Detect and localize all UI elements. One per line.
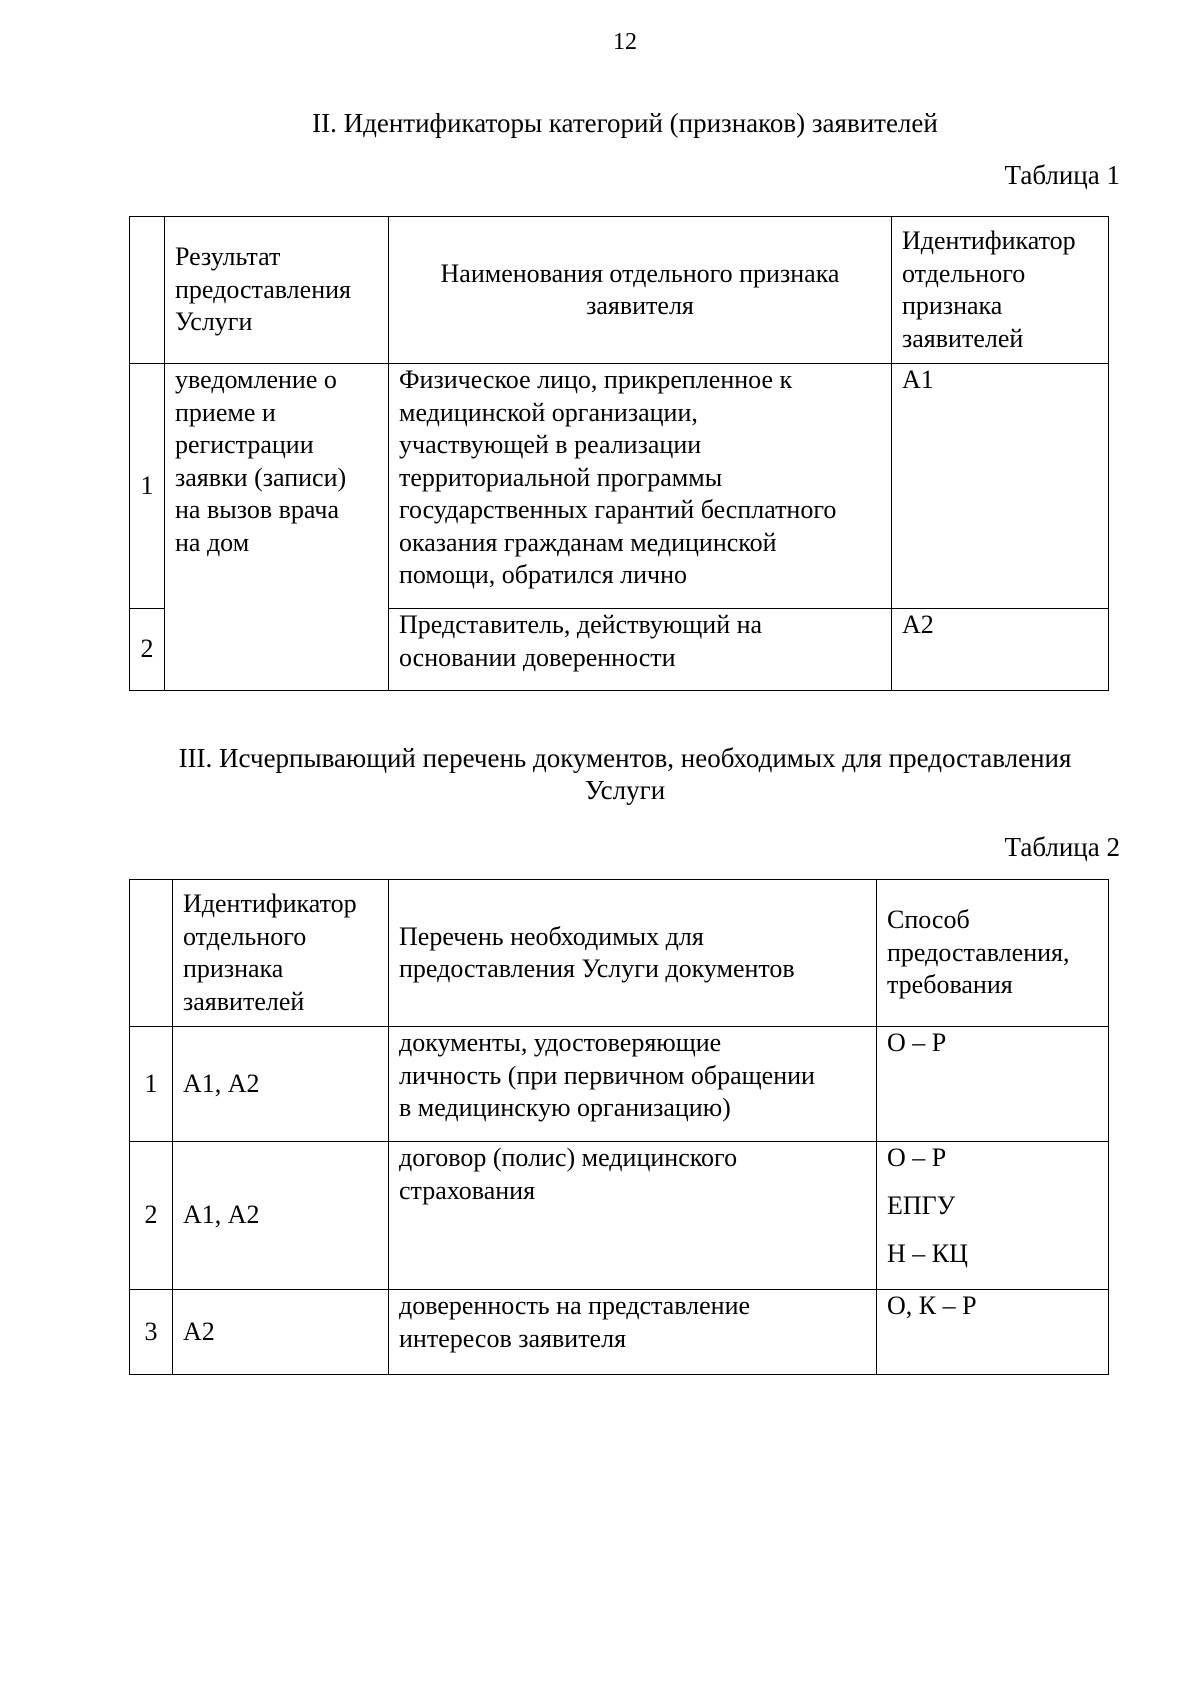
table-2-header-num [130,880,173,1027]
table-1-header-row [130,217,1109,364]
identifier-cell: А1, А2 [173,1142,389,1290]
method-line: Н – КЦ [887,1239,968,1268]
identifier-cell: А2 [173,1290,389,1375]
table-1 [129,216,1109,691]
method-line: О – Р [887,1028,947,1057]
row-number: 1 [130,1027,173,1142]
section-3-title: III. Исчерпывающий перечень документов, необходимых для предоставления Услуги [178,743,1072,805]
table-2-header-docs: Перечень необходимых для предоставления Услуги документов [389,880,877,1027]
table-1-header-id: Идентификатор отдельного признака заявителей [892,217,1109,364]
identifier-cell: А1 [892,364,1109,609]
document-cell: доверенность на представление интересов заявителя [389,1290,877,1375]
table-1-header-name: Наименования отдельного признака заявителя [389,217,892,364]
method-line: ЕПГУ [887,1191,956,1220]
section-2-title: II. Идентификаторы категорий (признаков) заявителей [312,108,938,138]
method-line: О – Р [887,1143,947,1172]
applicant-feature-cell: Физическое лицо, прикрепленное к медицинской организации, участвующей в реализации территориальной программы государственных гарантий бесплатного оказания гражданам медицинской помощи, обратился лично [389,364,892,609]
applicant-feature-cell: Представитель, действующий на основании доверенности [389,609,892,691]
identifier-cell: А2 [892,609,1109,691]
method-line: О, К – Р [887,1291,977,1320]
row-number: 1 [130,364,165,609]
method-cell [877,1290,1109,1375]
table-2 [129,879,1109,1375]
row-number: 3 [130,1290,173,1375]
page-number: 12 [613,29,637,55]
table-row [130,1142,1109,1290]
table-2-header-row [130,880,1109,1027]
identifier-cell: А1, А2 [173,1027,389,1142]
method-cell [877,1027,1109,1142]
table-2-caption: Таблица 2 [1004,832,1120,862]
document-cell: документы, удостоверяющие личность (при первичном обращении в медицинскую организацию) [389,1027,877,1142]
table-1-header-result: Результат предоставления Услуги [165,217,389,364]
row-number: 2 [130,609,165,691]
method-cell [877,1142,1109,1290]
document-cell: договор (полис) медицинского страхования [389,1142,877,1290]
row-number: 2 [130,1142,173,1290]
result-cell: уведомление о приеме и регистрации заявки (записи) на вызов врача на дом [165,364,389,691]
table-row [130,1290,1109,1375]
table-1-caption: Таблица 1 [1004,160,1120,190]
table-2-header-way: Способ предоставления, требования [877,880,1109,1027]
table-2-header-id: Идентификатор отдельного признака заявителей [173,880,389,1027]
table-row [130,1027,1109,1142]
table-row [130,364,1109,609]
table-1-header-num [130,217,165,364]
